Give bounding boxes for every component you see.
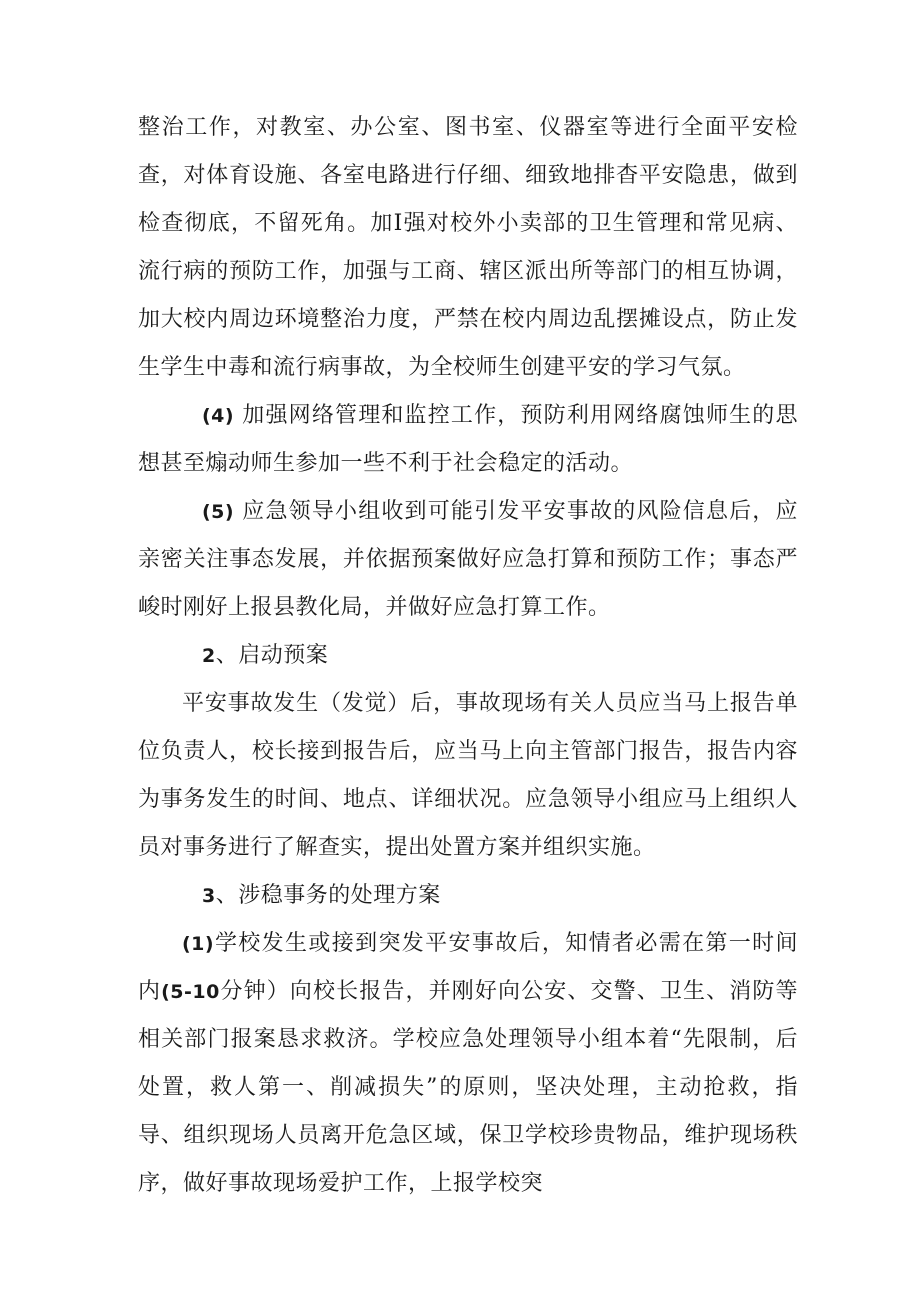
item-4-text: 加强网络管理和监控工作，预防利用网络腐蚀师生的思想甚至煽动师生参加一些不利于社会稳定的活动。 — [138, 403, 798, 476]
item-number-1: (1) — [182, 933, 215, 955]
heading-start-plan — [138, 632, 798, 680]
paragraph-item-5 — [138, 488, 798, 632]
heading-number-3: 3 — [202, 885, 216, 907]
heading-3-text: 、涉稳事务的处理方案 — [215, 883, 441, 908]
paragraph-item-4 — [138, 392, 798, 488]
item-number-5: (5) — [202, 501, 235, 523]
paragraph-report-procedure: 平安事故发生（发觉）后，事故现场有关人员应当马上报告单位负责人，校长接到报告后，应当马上向主管部门报告，报告内容为事务发生的时间、地点、详细状况。应急领导小组应马上组织人员对事务进行了解查实，提出处置方案并组织实施。 — [138, 691, 798, 860]
heading-handling-plan — [138, 872, 798, 920]
paragraph-item-1 — [138, 920, 798, 1208]
item-number-4: (4) — [202, 405, 235, 427]
document-body — [138, 104, 798, 1208]
heading-2-text: 、启动预案 — [215, 643, 329, 668]
paragraph-rectification: 整治工作，对教室、办公室、图书室、仪器室等进行全面平安检查，对体育设施、各室电路进行仔细、细致地排杳平安隐患，做到检查彻底，不留死角。加I强对校外小卖部的卫生管理和常见病、流行病的预防工作，加强与工商、辖区派出所等部门的相互协调，加大校内周边环境整治力度，严禁在校内周边乱摆摊设点，防止发生学生中毒和流行病事故，为全校师生创建平安的学习气氛。 — [138, 115, 798, 380]
heading-number-2: 2 — [202, 645, 216, 667]
item-1-text-b: 分钟）向校长报告，并刚好向公安、交警、卫生、消防等相关部门报案恳求救济。学校应急处理领导小组本着“先限制，后处置，救人第一、削减损失”的原则，坚决处理，主动抢救，指导、组织现场人员离开危急区域，保卫学校珍贵物品，维护现场秩序，做好事故现场爱护工作，上报学校突 — [138, 979, 798, 1196]
item-5-text: 应急领导小组收到可能引发平安事故的风险信息后，应亲密关注事态发展，并依据预案做好应急打算和预防工作；事态严峻时刚好上报县教化局，并做好应急打算工作。 — [138, 499, 798, 620]
time-range: (5-10 — [161, 981, 220, 1003]
item-1-text-a: 学校发生或接到突发平安事故后，知情者必需在第一时间内 — [138, 931, 798, 1004]
